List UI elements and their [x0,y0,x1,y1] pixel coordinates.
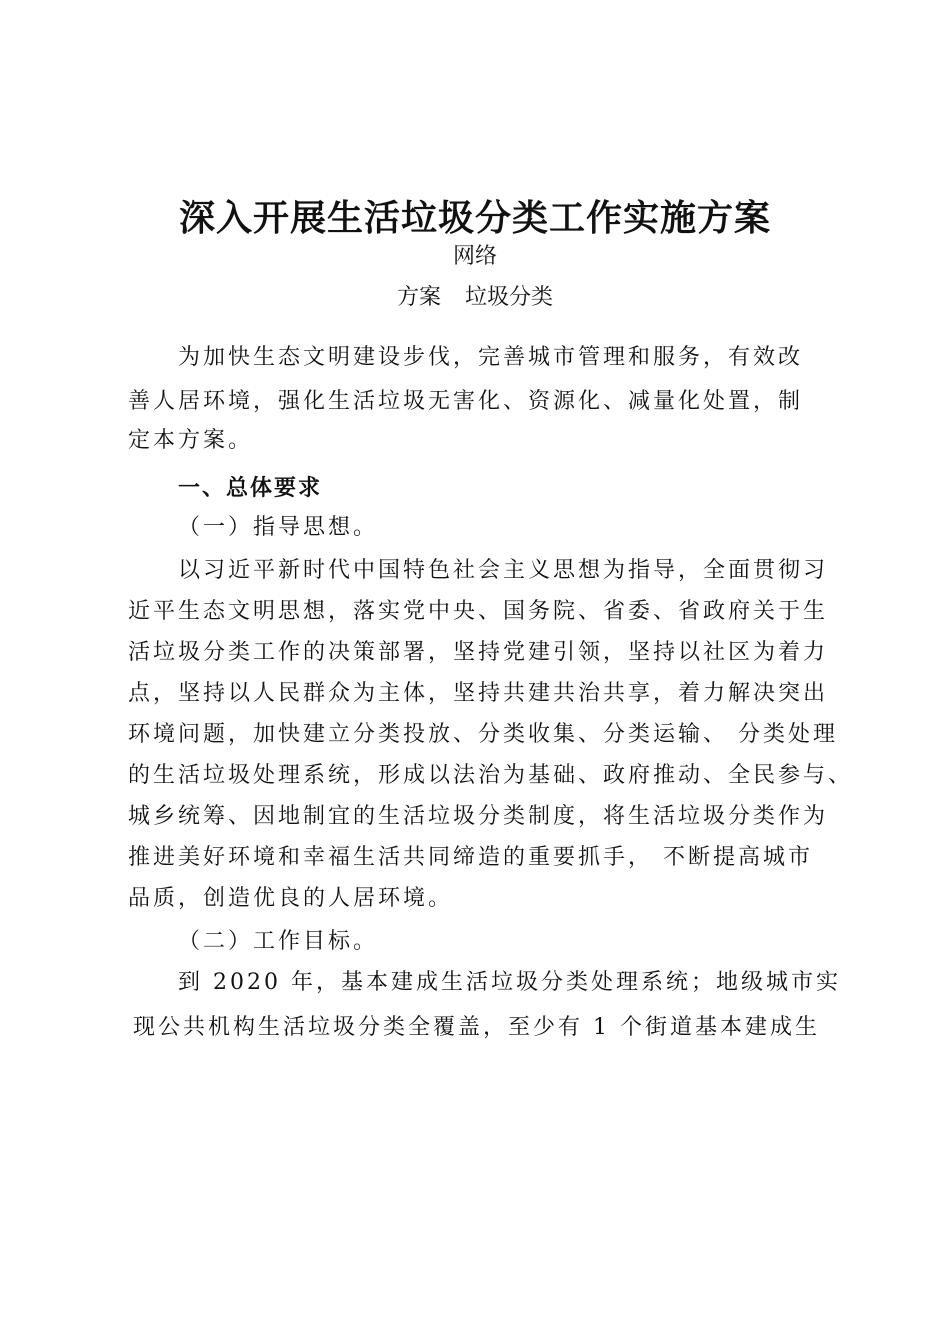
keyword: 垃圾分类 [465,285,554,310]
paragraph-line: 活垃圾分类工作的决策部署，坚持党建引领，坚持以社区为着力 [128,640,829,665]
paragraph-line: 到 2020 年，基本建成生活垃圾分类处理系统；地级城市实 [178,970,841,995]
paragraph-line: 推进美好环境和幸福生活共同缔造的重要抓手， 不断提高城市 [128,845,813,870]
paragraph-line: 品质，创造优良的人居环境。 [128,886,454,911]
intro-line: 定本方案。 [128,428,254,453]
paragraph-line: 以习近平新时代中国特色社会主义思想为指导，全面贯彻习 [178,558,829,583]
paragraph-line: 城乡统筹、因地制宜的生活垃圾分类制度，将生活垃圾分类作为 [128,804,829,829]
paragraph-line: 点，坚持以人民群众为主体，坚持共建共治共享，着力解决突出 [128,681,829,706]
document-title: 深入开展生活垃圾分类工作实施方案 [178,197,771,239]
paragraph-line: 的生活垃圾处理系统，形成以法治为基础、政府推动、全民参与、 [128,763,854,788]
intro-line: 善人居环境，强化生活垃圾无害化、资源化、减量化处置，制 [128,389,804,414]
subsection-heading: （一）指导思想。 [178,515,379,540]
keyword: 方案 [396,285,441,310]
paragraph-line: 现公共机构生活垃圾分类全覆盖，至少有 1 个街道基本建成生 [133,1015,820,1040]
section-heading: 一、总体要求 [178,475,323,501]
paragraph-line: 环境问题，加快建立分类投放、分类收集、分类运输、 分类处理 [128,722,838,747]
document-author: 网络 [452,244,497,269]
paragraph-line: 近平生态文明思想，落实党中央、国务院、省委、省政府关于生 [128,599,829,624]
intro-line: 为加快生态文明建设步伐，完善城市管理和服务，有效改 [178,345,804,370]
document-keywords [0,284,950,312]
subsection-heading: （二）工作目标。 [178,929,379,954]
